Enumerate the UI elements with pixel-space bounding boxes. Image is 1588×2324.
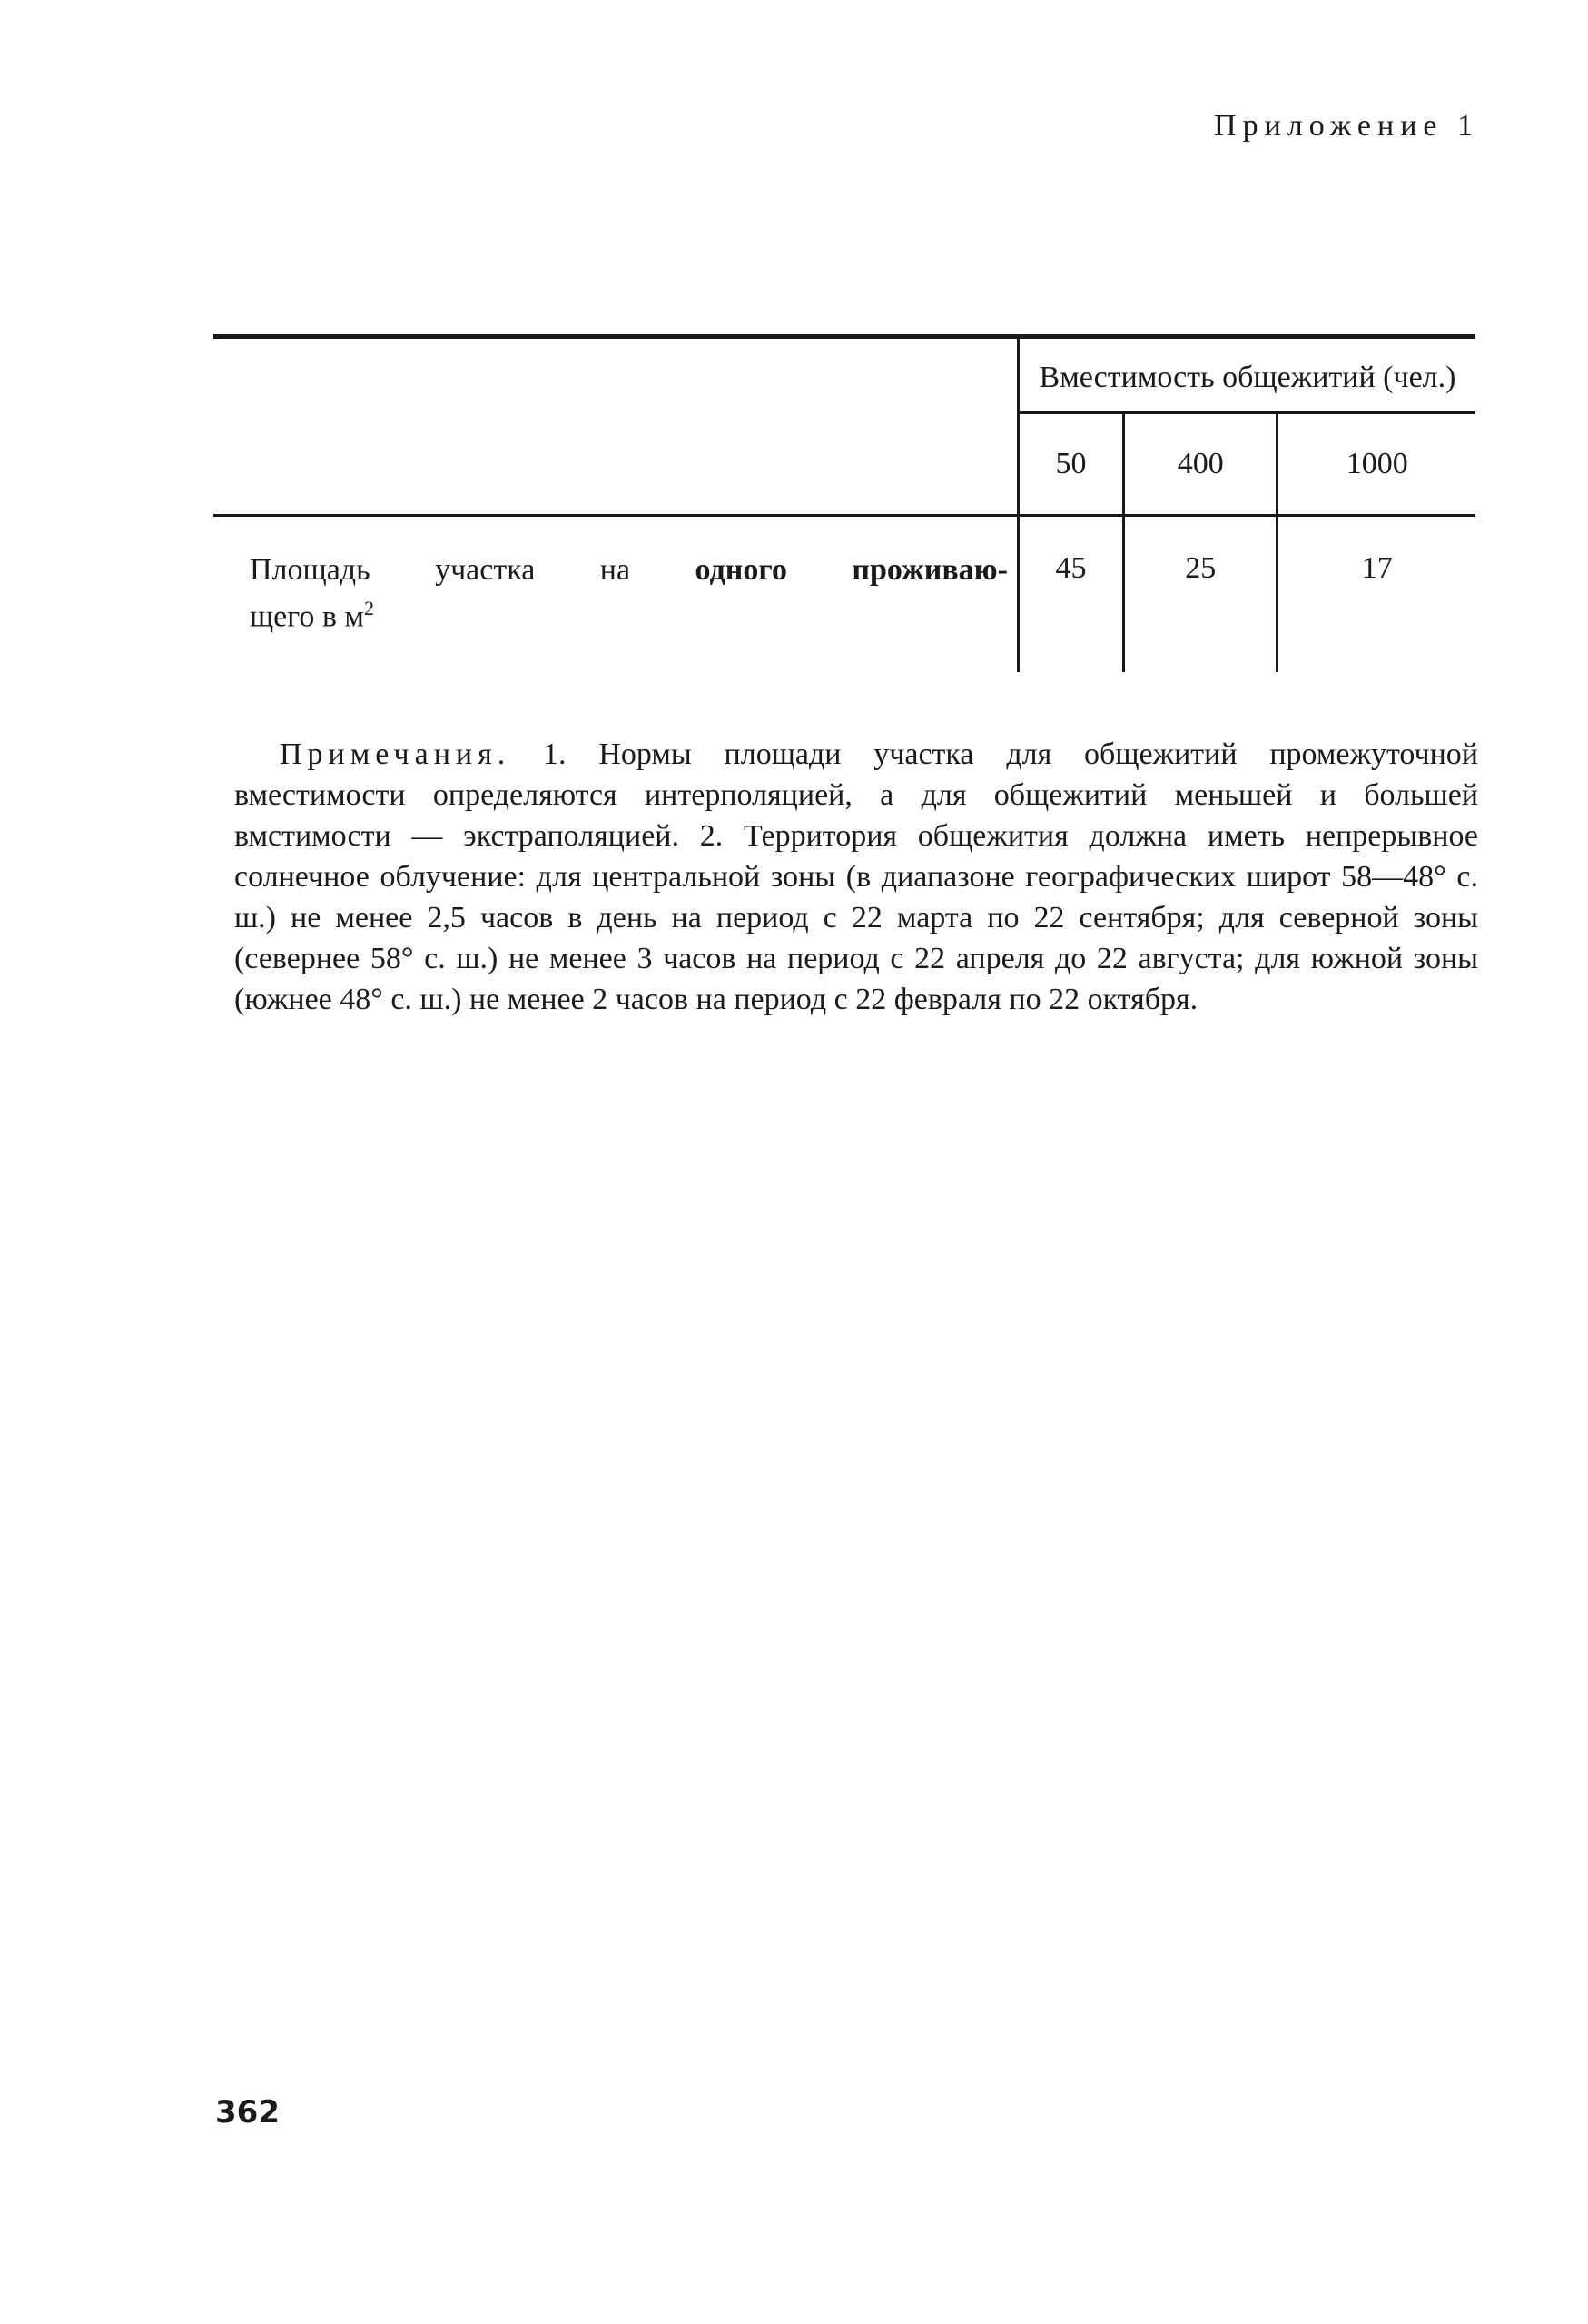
row-label-plot-area [213, 516, 1019, 673]
appendix-label: Приложение 1 [1214, 109, 1479, 143]
row-label-word: одного [695, 553, 787, 587]
notes-text: 1. Нормы площади участка для общежитий промежуточной вместимости определяются интерполяцией, а для общежитий меньшей и большей вмстимости — экстраполяцией. 2. Территория общежития должна иметь непрерывное солнечное облучение: для центральной зоны (в диапазоне географических широт 58—48° с. ш.) не менее 2,5 часов в день на период с 22 марта по 22 сентября; для северной зоны (севернее 58° с. ш.) не менее 3 часов на период с 22 апреля до 22 августа; для южной зоны (южнее 48° с. ш.) не менее 2 часов на период с 22 февраля по 22 октября. [234, 737, 1478, 1016]
row-label-second-line: щего в м [250, 599, 364, 634]
capacity-group-header: Вместимость общежитий (чел.) [1019, 337, 1476, 413]
row-label-superscript: 2 [363, 597, 374, 619]
column-header-400: 400 [1124, 413, 1277, 516]
capacity-table-grid [213, 334, 1475, 672]
row-label-word: на [599, 553, 631, 587]
column-header-50: 50 [1019, 413, 1124, 516]
page-number: 362 [215, 2094, 280, 2131]
row-label-first-line [250, 551, 1008, 589]
table-header-blank-cell [213, 337, 1019, 516]
row-label-word: проживаю- [852, 553, 1008, 587]
table-cell-value-1000: 17 [1277, 516, 1475, 673]
column-header-1000: 1000 [1277, 413, 1475, 516]
row-label-word: Площадь [250, 553, 370, 587]
notes-heading: Примечания. [280, 737, 511, 771]
table-header-row [213, 337, 1475, 413]
notes-paragraph [234, 734, 1478, 1020]
table-cell-value-50: 45 [1019, 516, 1124, 673]
row-label-word: участка [435, 553, 536, 587]
table-row [213, 516, 1475, 673]
table-cell-value-400: 25 [1124, 516, 1277, 673]
capacity-table [213, 334, 1475, 672]
